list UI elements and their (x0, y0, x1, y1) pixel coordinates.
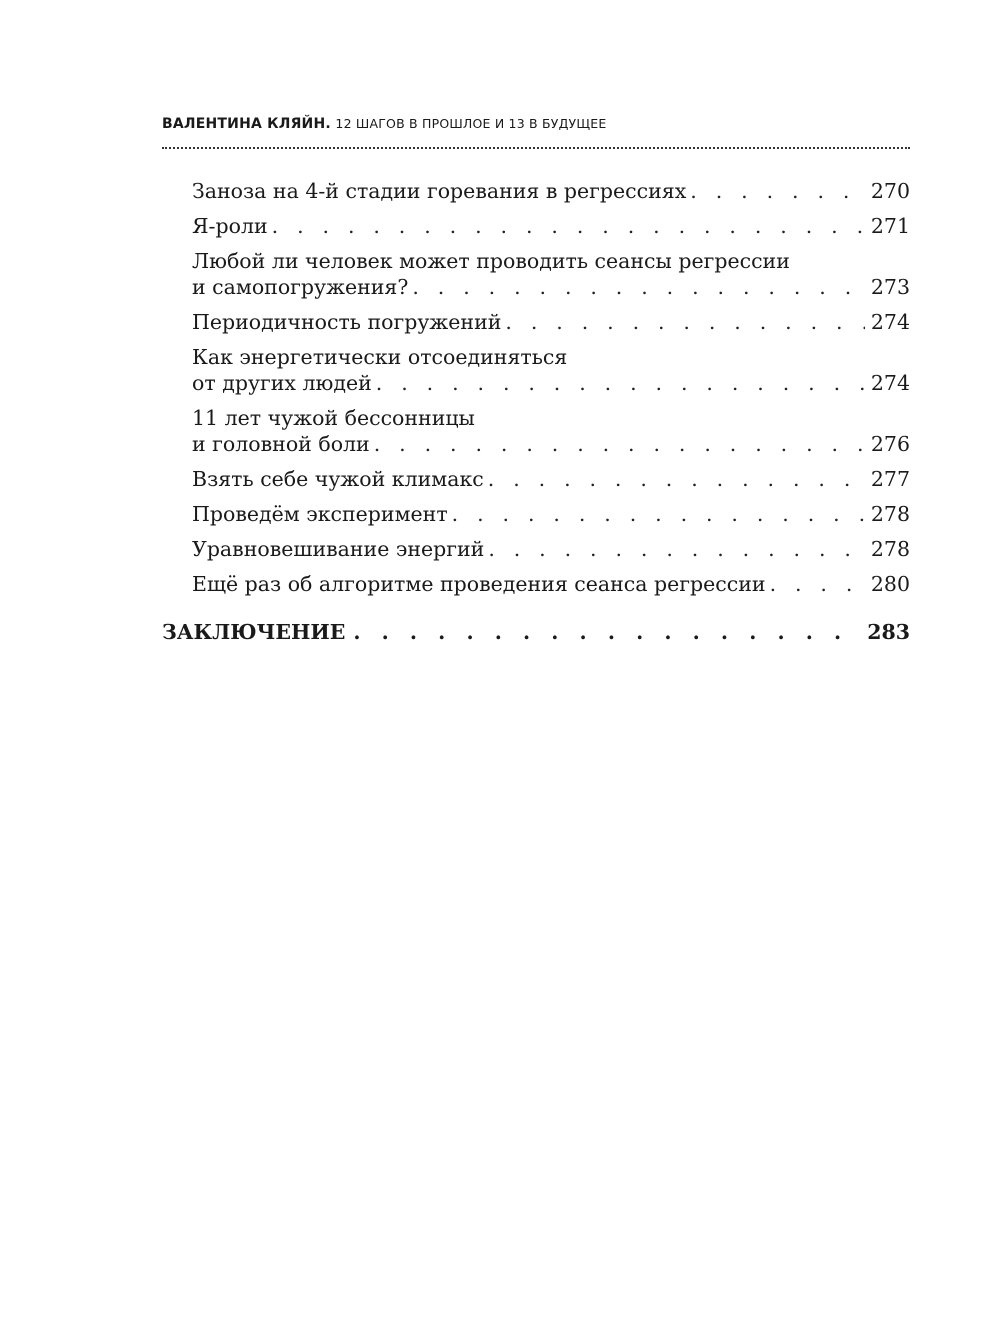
toc-entry-title: Ещё раз об алгоритме проведения сеанса регрессии (192, 572, 766, 596)
running-head (162, 116, 606, 132)
dot-leader (770, 571, 865, 597)
dot-leader (488, 536, 865, 562)
dot-leader (374, 431, 865, 457)
dot-leader (488, 466, 865, 492)
toc-entry[interactable] (162, 405, 910, 457)
dot-leader (412, 274, 865, 300)
toc-chapter-conclusion[interactable] (162, 618, 910, 646)
toc-entry[interactable] (162, 501, 910, 527)
header-dotted-rule (162, 147, 910, 149)
toc-entry-title-line1: Как энергетически отсоединяться (192, 345, 568, 369)
dot-leader (376, 370, 865, 396)
toc-entry[interactable] (162, 178, 910, 204)
toc-entry-title: Я-роли (192, 214, 268, 238)
toc-entry[interactable] (162, 571, 910, 597)
dot-leader (452, 501, 865, 527)
toc-entry-title: и головной боли (192, 432, 370, 456)
table-of-contents (162, 178, 910, 606)
dot-leader (353, 618, 859, 646)
toc-entry[interactable] (162, 344, 910, 396)
toc-entry-page: 276 (870, 432, 910, 456)
running-head-author: ВАЛЕНТИНА КЛЯЙН. (162, 116, 331, 132)
toc-chapter-title: ЗАКЛЮЧЕНИЕ (162, 620, 346, 644)
toc-entry-page: 271 (870, 214, 910, 238)
toc-entry[interactable] (162, 536, 910, 562)
toc-entry-title: Уравновешивание энергий (192, 537, 485, 561)
toc-entry-page: 274 (870, 371, 910, 395)
toc-entry[interactable] (162, 213, 910, 239)
toc-entry-page: 278 (870, 502, 910, 526)
running-head-book-title: 12 ШАГОВ В ПРОШЛОЕ И 13 В БУДУЩЕЕ (335, 116, 607, 131)
dot-leader (505, 309, 864, 335)
toc-entry-title: Взять себе чужой климакс (192, 467, 484, 491)
toc-entry[interactable] (162, 309, 910, 335)
toc-entry-page: 270 (870, 179, 910, 203)
toc-entry-title: Заноза на 4-й стадии горевания в регрессиях (192, 179, 687, 203)
toc-entry-title: от других людей (192, 371, 372, 395)
toc-entry-title: и самопогружения? (192, 275, 409, 299)
toc-entry-page: 273 (870, 275, 910, 299)
toc-entry-title: Периодичность погружений (192, 310, 502, 334)
toc-entry-page: 278 (870, 537, 910, 561)
toc-entry-title: Проведём эксперимент (192, 502, 448, 526)
toc-chapter-page: 283 (867, 620, 910, 644)
toc-entry-page: 274 (870, 310, 910, 334)
dot-leader (272, 213, 865, 239)
toc-entry[interactable] (162, 248, 910, 300)
toc-entry-title-line1: Любой ли человек может проводить сеансы регрессии (192, 249, 790, 273)
dot-leader (690, 178, 865, 204)
toc-entry-page: 277 (870, 467, 910, 491)
toc-entry[interactable] (162, 466, 910, 492)
toc-entry-page: 280 (870, 572, 910, 596)
toc-entry-title-line1: 11 лет чужой бессонницы (192, 406, 475, 430)
